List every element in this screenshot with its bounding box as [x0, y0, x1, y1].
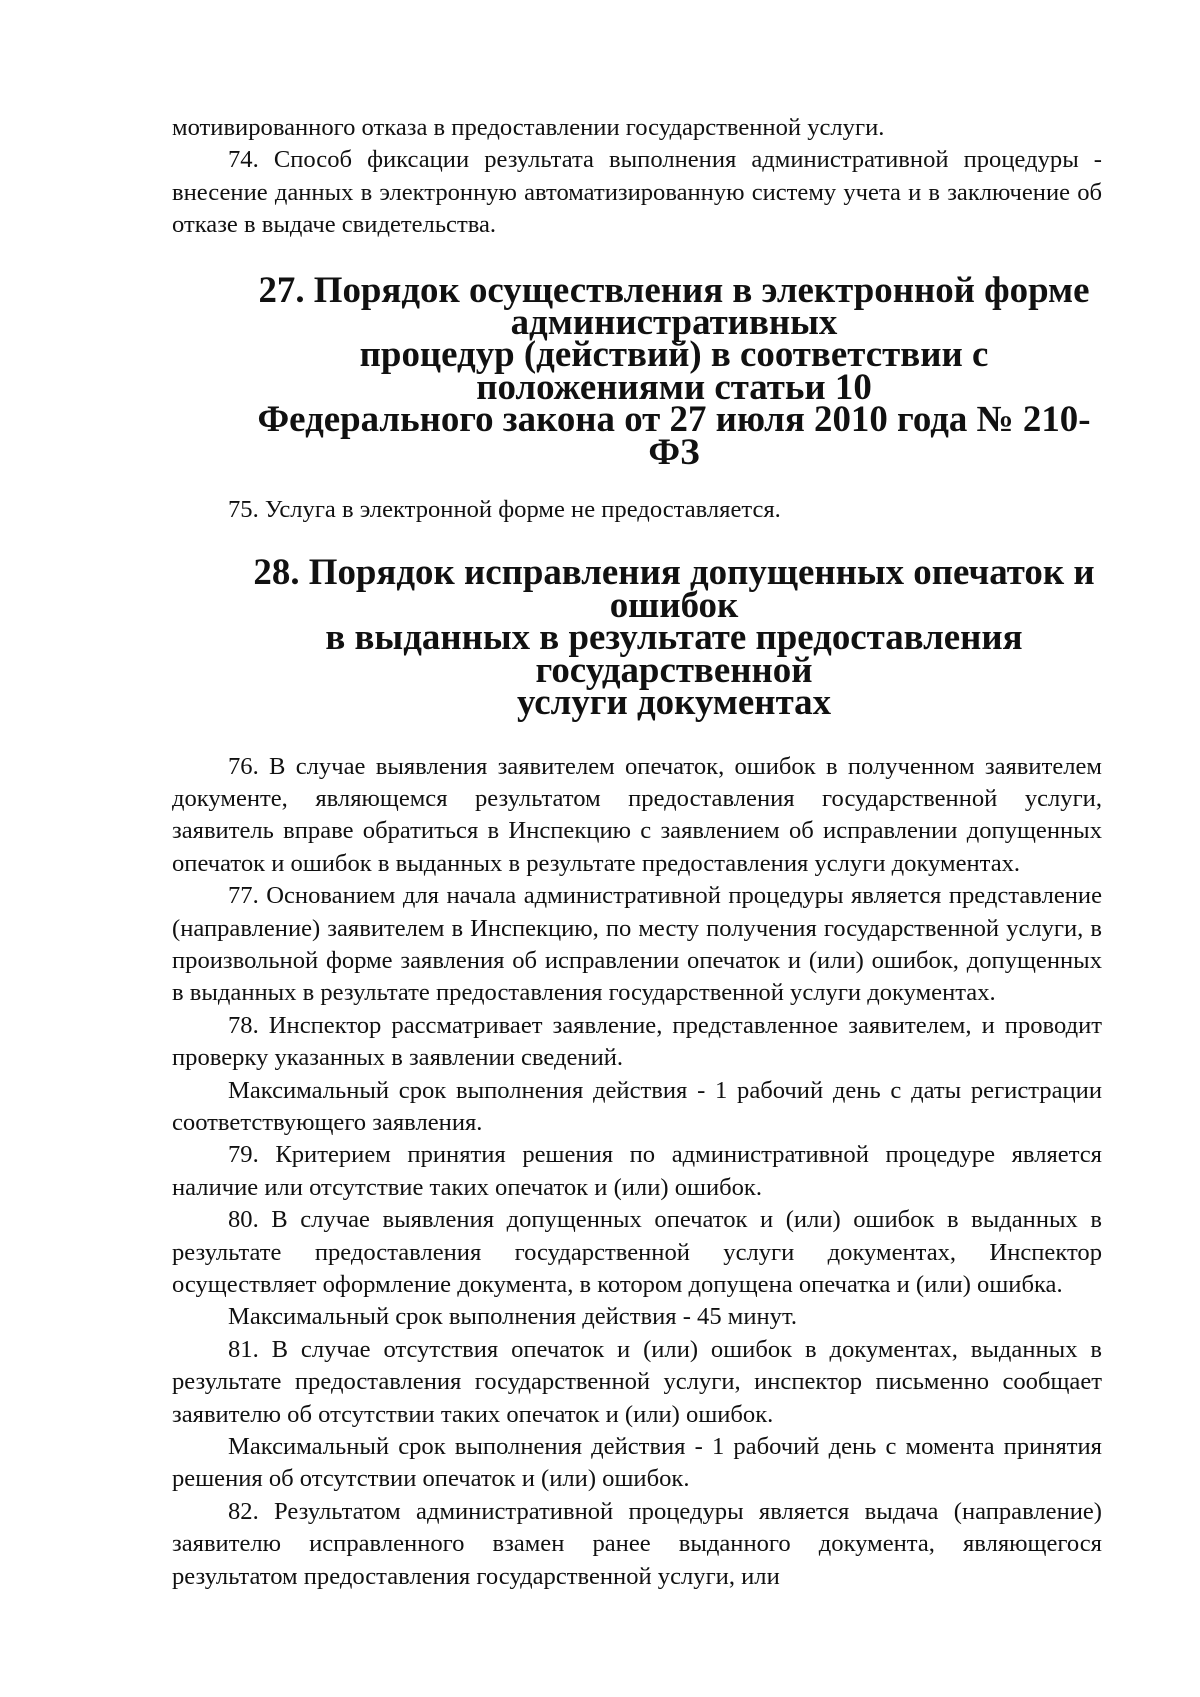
section-28-heading — [172, 551, 1102, 723]
section-28-line-3: услуги документах — [516, 681, 832, 723]
paragraph-82: 82. Результатом административной процедуры является выдача (направление) заявителю исправленного взамен ранее выданного документа, являющегося результатом предоставления государственной услуги, или — [172, 1497, 1102, 1590]
paragraph-continuation: мотивированного отказа в предоставлении государственной услуги. — [172, 114, 885, 141]
section-28-line-2: в выданных в результате предоставления государственной — [325, 616, 1023, 690]
paragraph-77: 77. Основанием для начала административной процедуры является представление (направление) заявителем в Инспекцию, по месту получения государственной услуги, в произвольной форме заявления об исправлении опечаток и (или) ошибок, допущенных в выданных в результате предоставления государственной услуги документах. — [172, 882, 1102, 1007]
paragraph-81-term: Максимальный срок выполнения действия - 1 рабочий день с момента принятия решения об отсутствии опечаток и (или) ошибок. — [172, 1433, 1102, 1493]
paragraph-74: 74. Способ фиксации результата выполнения административной процедуры - внесение данных в электронную автоматизированную систему учета и в заключение об отказе в выдаче свидетельства. — [172, 146, 1102, 239]
section-27-line-2: административных — [510, 301, 838, 343]
paragraph-78-term: Максимальный срок выполнения действия - 1 рабочий день с даты регистрации соответствующего заявления. — [172, 1076, 1102, 1136]
paragraph-78: 78. Инспектор рассматривает заявление, представленное заявителем, и проводит проверку указанных в заявлении сведений. — [172, 1011, 1102, 1072]
paragraph-75: 75. Услуга в электронной форме не предоставляется. — [228, 496, 781, 524]
section-27-line-3: процедур (действий) в соответствии с положениями статьи 10 — [359, 333, 989, 407]
section-28-line-1: 28. Порядок исправления допущенных опечаток и ошибок — [253, 551, 1095, 625]
section-27-line-1: 27. Порядок осуществления в электронной форме — [258, 268, 1090, 310]
section-27-line-4: Федерального закона от 27 июля 2010 года № 210-ФЗ — [257, 398, 1091, 472]
paragraph-76: 76. В случае выявления заявителем опечаток, ошибок в полученном заявителем документе, являющемся результатом предоставления государственной услуги, заявитель вправе обратиться в Инспекцию с заявлением об исправлении допущенных опечаток и ошибок в выданных в результате предоставления услуги документах. — [172, 752, 1102, 877]
paragraph-80: 80. В случае выявления допущенных опечаток и (или) ошибок в выданных в результате предоставления государственной услуги документах, Инспектор осуществляет оформление документа, в котором допущена опечатка и (или) ошибка. — [172, 1206, 1102, 1298]
paragraph-80-term: Максимальный срок выполнения действия - 45 минут. — [228, 1303, 798, 1331]
paragraph-81: 81. В случае отсутствия опечаток и (или) ошибок в документах, выданных в результате предоставления государственной услуги, инспектор письменно сообщает заявителю об отсутствии таких опечаток и (или) ошибок. — [172, 1335, 1102, 1428]
paragraph-79: 79. Критерием принятия решения по административной процедуре является наличие или отсутствие таких опечаток и (или) ошибок. — [172, 1141, 1102, 1201]
section-27-heading — [172, 268, 1102, 472]
